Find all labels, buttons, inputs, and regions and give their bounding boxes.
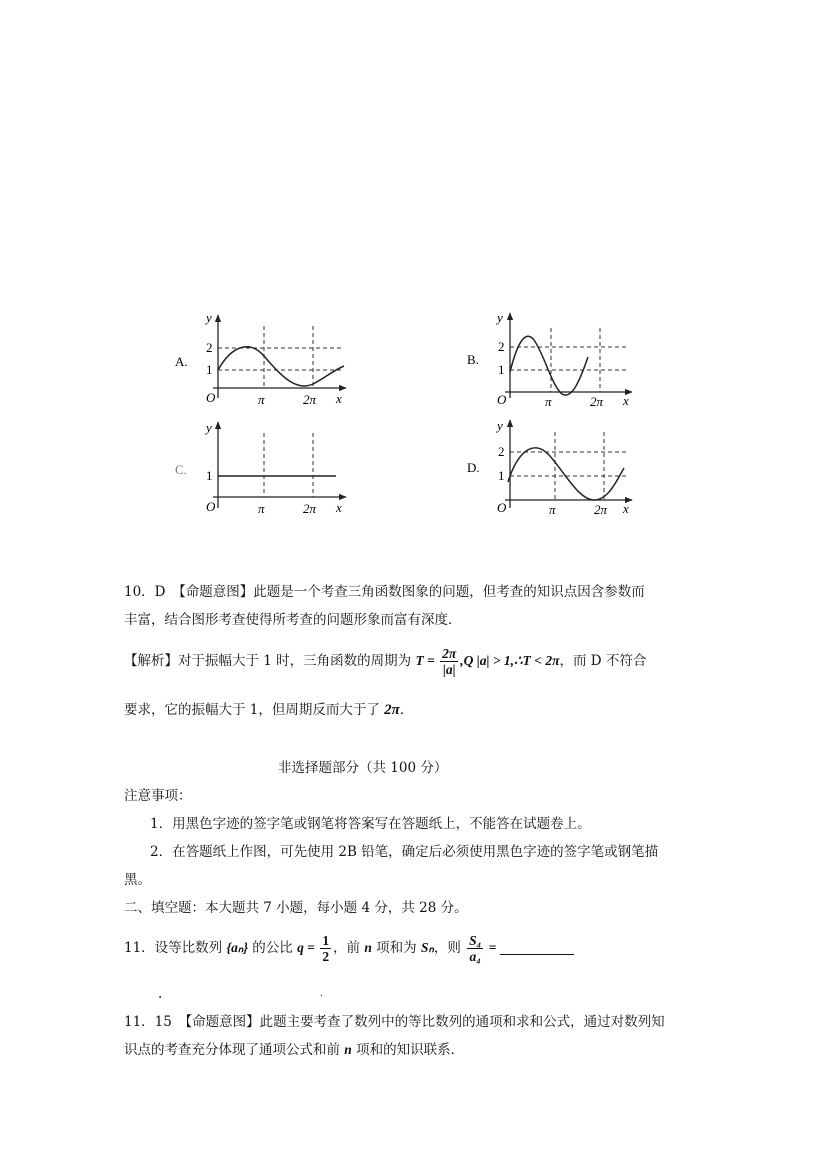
graph-c — [175, 420, 346, 516]
frac-denominator: |a| — [442, 662, 456, 677]
line3-text: 要求，它的振幅大于 1，但周期反而大于了 — [124, 702, 385, 718]
graph-panel — [0, 0, 827, 540]
q11-mid4: ，则 — [433, 940, 466, 956]
math-T: T — [415, 653, 424, 668]
math-eq2: = — [485, 940, 500, 955]
math-T2: T — [522, 653, 531, 668]
tick-2: 2 — [498, 339, 505, 354]
q10-analysis — [124, 645, 646, 677]
tick-pi: π — [545, 394, 552, 409]
q11-answer-line2 — [124, 1040, 464, 1060]
axis-y-label: y — [497, 418, 503, 433]
seq-an: {aₙ} — [226, 940, 249, 955]
s4: S₄ — [469, 933, 482, 948]
tick-pi: π — [258, 501, 265, 516]
tick-2: 2 — [206, 340, 213, 355]
math-eq: = — [423, 653, 439, 668]
ratio-s4-a4 — [467, 933, 483, 964]
origin-label: O — [206, 390, 216, 405]
tick-1: 1 — [206, 468, 213, 483]
q11-prefix: 11．设等比数列 — [124, 940, 227, 956]
answer-line2-a: 识点的考查充分体现了通项公式和前 — [124, 1042, 345, 1058]
graph-a — [175, 310, 346, 407]
answer-blank — [500, 942, 574, 955]
var-n: n — [364, 940, 372, 955]
q11-mid1: 的公比 — [248, 940, 298, 956]
analysis-tail: ，而 D 不符合 — [559, 653, 647, 669]
half-den: 2 — [322, 949, 330, 964]
stray-dot-2: . — [320, 989, 323, 999]
var-sn: Sₙ — [420, 940, 434, 955]
option-a-label: A. — [175, 354, 188, 369]
answer-line2-b: 项和的知识联系． — [351, 1042, 465, 1058]
q10-line3 — [124, 700, 413, 720]
origin-label: O — [206, 499, 216, 514]
tick-2: 2 — [498, 444, 505, 459]
tick-2pi: 2π — [590, 394, 604, 409]
tick-pi: π — [549, 502, 556, 517]
origin-label: O — [497, 500, 507, 515]
notice-label: 注意事项： — [124, 788, 192, 804]
axis-x-label: x — [623, 393, 629, 408]
tick-1: 1 — [206, 362, 213, 377]
tick-2pi: 2π — [303, 392, 317, 407]
curve-d — [508, 448, 624, 500]
half-num: 1 — [322, 933, 330, 948]
tick-1: 1 — [498, 362, 505, 377]
axis-y-label: y — [497, 310, 503, 325]
q10-answer-line2: 丰富，结合图形考查使得所考查的问题形象而富有深度． — [124, 612, 462, 628]
q11-mid2: ，前 — [333, 940, 365, 956]
var-q: q — [297, 940, 304, 955]
math-eq: = — [303, 940, 319, 955]
axis-x-label: x — [623, 501, 629, 516]
notice-item-1: 1．用黑色字迹的签字笔或钢笔将答案写在答题纸上，不能答在试题卷上。 — [150, 816, 591, 832]
option-d-label: D. — [467, 460, 480, 475]
notice-item-2-cont: 黑。 — [124, 872, 151, 888]
q11-mid3: 项和为 — [371, 940, 421, 956]
frac-numerator: 2π — [442, 646, 457, 661]
option-b-label: B. — [467, 352, 479, 367]
analysis-label: 【解析】 — [124, 653, 178, 669]
tick-1: 1 — [498, 468, 505, 483]
fill-heading: 二、填空题：本大题共 7 小题，每小题 4 分，共 28 分。 — [124, 900, 468, 916]
axis-y-label: y — [206, 310, 212, 325]
graph-b — [467, 310, 632, 409]
var-n: n — [344, 1042, 352, 1057]
origin-label: O — [497, 392, 507, 407]
tick-pi: π — [258, 392, 265, 407]
q11-answer-line1: 11．15 【命题意图】此题主要考查了数列中的等比数列的通项和求和公式，通过对数列知 — [124, 1014, 665, 1030]
axis-x-label: x — [336, 500, 342, 515]
a4: a₄ — [469, 949, 481, 964]
math-condition: ,Q |a| > 1,∴ — [460, 653, 523, 668]
notice-item-2: 2．在答题纸上作图，可先使用 2B 铅笔，确定后必须使用黑色字迹的签字笔或钢笔描 — [150, 844, 659, 860]
option-c-label: C. — [175, 462, 187, 477]
math-lt: < 2π — [530, 653, 560, 668]
math-2pi: 2π — [384, 702, 400, 718]
curve-a — [218, 347, 344, 386]
section-title: 非选择题部分（共 100 分） — [278, 760, 448, 776]
axis-y-label: y — [206, 420, 212, 435]
tick-2pi: 2π — [303, 501, 317, 516]
graph-d — [467, 418, 632, 517]
axis-x-label: x — [336, 391, 342, 406]
stray-dot-1: . — [158, 986, 163, 1002]
q10-answer-line1: 10．D 【命题意图】此题是一个考查三角函数图象的问题，但考查的知识点因含参数而 — [124, 584, 645, 600]
period-fraction — [440, 646, 458, 677]
analysis-text: 对于振幅大于 1 时，三角函数的周期为 — [178, 653, 412, 669]
ratio-half — [320, 933, 331, 964]
tick-2pi: 2π — [594, 502, 608, 517]
curve-b — [510, 336, 588, 395]
line3-end: ． — [399, 702, 414, 718]
q11-question — [124, 930, 574, 966]
